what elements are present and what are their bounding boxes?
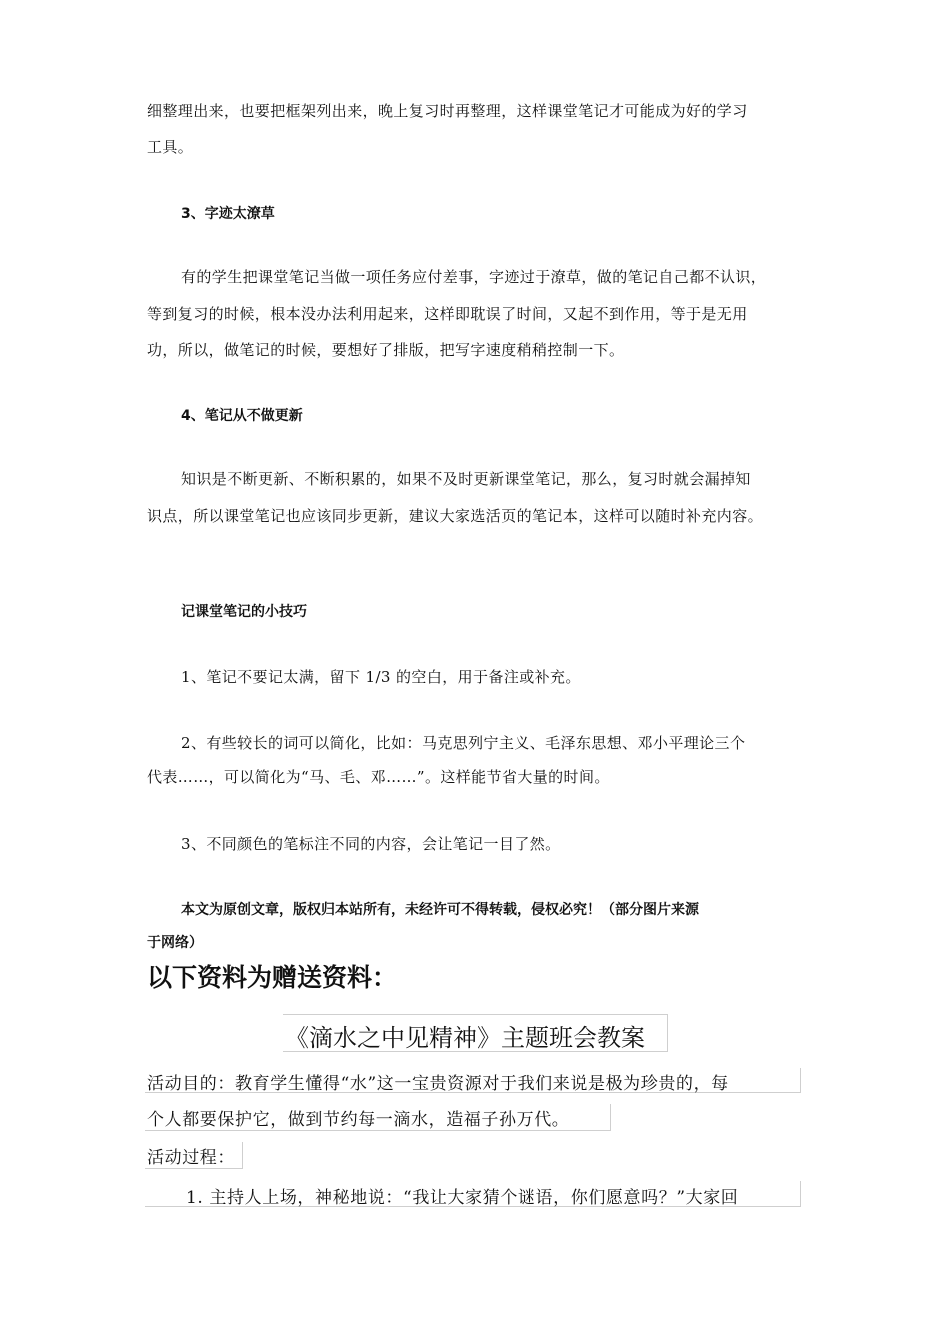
copyright-line-1: 本文为原创文章，版权归本站所有，未经许可不得转载，侵权必究！（部分图片来源 [181, 902, 699, 918]
bonus-heading: 以下资料为赠送资料： [147, 963, 398, 992]
step-1: 1. 主持人上场，神秘地说：“我让大家猜个谜语，你们愿意吗？”大家回 [186, 1188, 739, 1208]
tip-2-line-1: 2、有些较长的词可以简化，比如：马克思列宁主义、毛泽东思想、邓小平理论三个 [181, 734, 746, 752]
section-3-line-3: 功，所以，做笔记的时候，要想好了排版，把写字速度稍稍控制一下。 [147, 341, 625, 359]
section-4-line-1: 知识是不断更新、不断积累的，如果不及时更新课堂笔记，那么，复习时就会漏掉知 [181, 470, 751, 488]
step-1-box [145, 1181, 801, 1207]
intro-line-1: 细整理出来，也要把框架列出来，晚上复习时再整理，这样课堂笔记才可能成为好的学习 [147, 102, 748, 120]
copyright-line-2: 于网络） [147, 935, 203, 951]
lesson-title-box [283, 1014, 668, 1052]
intro-line-2: 工具。 [147, 138, 194, 156]
section-3-heading: 3、字迹太潦草 [181, 206, 275, 222]
tip-1: 1、笔记不要记太满，留下 1/3 的空白，用于备注或补充。 [181, 668, 581, 686]
process-label-box [145, 1142, 243, 1169]
section-4-heading: 4、笔记从不做更新 [181, 408, 303, 424]
purpose-line-2: 个人都要保护它，做到节约每一滴水，造福子孙万代。 [147, 1110, 570, 1130]
purpose-line-1-box [145, 1068, 801, 1093]
process-label: 活动过程： [147, 1148, 235, 1168]
tip-3: 3、不同颜色的笔标注不同的内容，会让笔记一目了然。 [181, 835, 561, 853]
tips-heading: 记课堂笔记的小技巧 [181, 604, 307, 620]
lesson-title: 《滴水之中见精神》主题班会教案 [285, 1024, 645, 1052]
purpose-line-2-box [145, 1104, 611, 1131]
section-3-line-2: 等到复习的时候，根本没办法利用起来，这样即耽误了时间，又起不到作用，等于是无用 [147, 305, 748, 323]
section-4-line-2: 识点，所以课堂笔记也应该同步更新，建议大家选活页的笔记本，这样可以随时补充内容。 [147, 507, 764, 525]
purpose-line-1: 活动目的：教育学生懂得“水”这一宝贵资源对于我们来说是极为珍贵的，每 [147, 1074, 729, 1094]
tip-2-line-2: 代表……，可以简化为“马、毛、邓……”。这样能节省大量的时间。 [147, 768, 610, 786]
section-3-line-1: 有的学生把课堂笔记当做一项任务应付差事，字迹过于潦草，做的笔记自己都不认识， [181, 268, 767, 286]
